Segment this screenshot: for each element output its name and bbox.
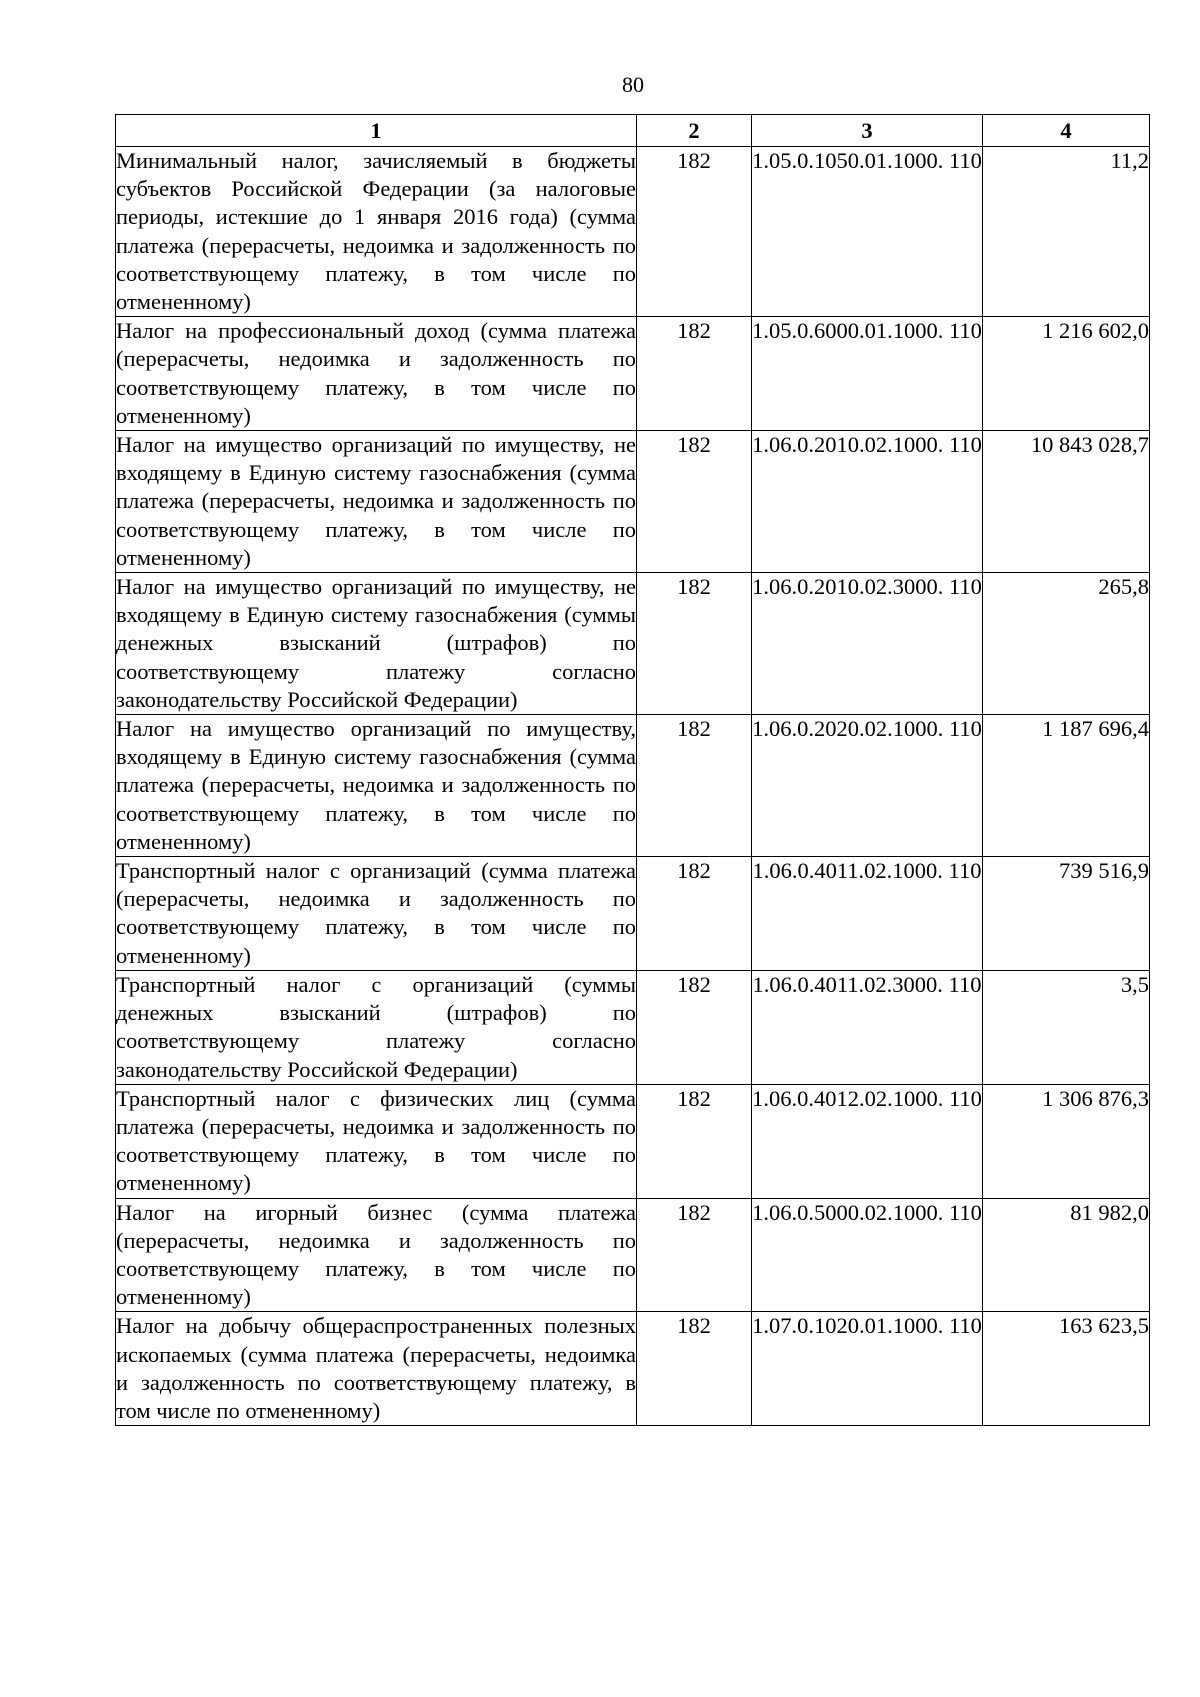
- budget-classification-code: 1.05.0.6000.01.1000. 110: [752, 317, 983, 431]
- table-header-row: [116, 115, 1150, 147]
- budget-classification-code: 1.06.0.4011.02.3000. 110: [752, 970, 983, 1084]
- administrator-code: 182: [637, 573, 752, 715]
- amount: 1 187 696,4: [983, 715, 1150, 857]
- revenue-name: Налог на имущество организаций по имуществу, не входящему в Единую систему газоснабжения (суммы денежных взысканий (штрафов) по соответствующему платежу согласно законодательству Российской Федерации): [116, 573, 637, 715]
- administrator-code: 182: [637, 970, 752, 1084]
- budget-classification-code: 1.06.0.5000.02.1000. 110: [752, 1198, 983, 1312]
- budget-revenue-table: [115, 114, 1150, 1426]
- budget-classification-code: 1.07.0.1020.01.1000. 110: [752, 1312, 983, 1426]
- revenue-name: Транспортный налог с физических лиц (сумма платежа (перерасчеты, недоимка и задолженность по соответствующему платежу, в том числе по отмененному): [116, 1084, 637, 1198]
- amount: 163 623,5: [983, 1312, 1150, 1426]
- administrator-code: 182: [637, 147, 752, 317]
- revenue-name: Транспортный налог с организаций (суммы денежных взысканий (штрафов) по соответствующему платежу согласно законодательству Российской Федерации): [116, 970, 637, 1084]
- table-row: [116, 1312, 1150, 1426]
- table-row: [116, 573, 1150, 715]
- table-row: [116, 1198, 1150, 1312]
- amount: 81 982,0: [983, 1198, 1150, 1312]
- page-number: 80: [622, 72, 644, 97]
- amount: 1 306 876,3: [983, 1084, 1150, 1198]
- header-col-4: 4: [983, 115, 1150, 147]
- table-row: [116, 1084, 1150, 1198]
- table-row: [116, 970, 1150, 1084]
- revenue-name: Минимальный налог, зачисляемый в бюджеты субъектов Российской Федерации (за налоговые периоды, истекшие до 1 января 2016 года) (сумма платежа (перерасчеты, недоимка и задолженность по соответствующему платежу, в том числе по отмененному): [116, 147, 637, 317]
- budget-classification-code: 1.06.0.2020.02.1000. 110: [752, 715, 983, 857]
- administrator-code: 182: [637, 431, 752, 573]
- amount: 11,2: [983, 147, 1150, 317]
- revenue-name: Транспортный налог с организаций (сумма платежа (перерасчеты, недоимка и задолженность по соответствующему платежу, в том числе по отмененному): [116, 857, 637, 971]
- budget-classification-code: 1.06.0.2010.02.3000. 110: [752, 573, 983, 715]
- budget-classification-code: 1.05.0.1050.01.1000. 110: [752, 147, 983, 317]
- revenue-name: Налог на добычу общераспространенных полезных ископаемых (сумма платежа (перерасчеты, недоимка и задолженность по соответствующему платежу, в том числе по отмененному): [116, 1312, 637, 1426]
- table-row: [116, 317, 1150, 431]
- table-row: [116, 715, 1150, 857]
- table-row: [116, 147, 1150, 317]
- administrator-code: 182: [637, 1198, 752, 1312]
- administrator-code: 182: [637, 317, 752, 431]
- amount: 265,8: [983, 573, 1150, 715]
- header-col-1: 1: [116, 115, 637, 147]
- budget-classification-code: 1.06.0.4011.02.1000. 110: [752, 857, 983, 971]
- revenue-name: Налог на имущество организаций по имуществу, не входящему в Единую систему газоснабжения (сумма платежа (перерасчеты, недоимка и задолженность по соответствующему платежу, в том числе по отмененному): [116, 431, 637, 573]
- amount: 739 516,9: [983, 857, 1150, 971]
- amount: 10 843 028,7: [983, 431, 1150, 573]
- budget-classification-code: 1.06.0.2010.02.1000. 110: [752, 431, 983, 573]
- administrator-code: 182: [637, 715, 752, 857]
- administrator-code: 182: [637, 857, 752, 971]
- table-row: [116, 857, 1150, 971]
- amount: 1 216 602,0: [983, 317, 1150, 431]
- administrator-code: 182: [637, 1084, 752, 1198]
- header-col-3: 3: [752, 115, 983, 147]
- administrator-code: 182: [637, 1312, 752, 1426]
- revenue-name: Налог на имущество организаций по имуществу, входящему в Единую систему газоснабжения (сумма платежа (перерасчеты, недоимка и задолженность по соответствующему платежу, в том числе по отмененному): [116, 715, 637, 857]
- revenue-name: Налог на игорный бизнес (сумма платежа (перерасчеты, недоимка и задолженность по соответствующему платежу, в том числе по отмененному): [116, 1198, 637, 1312]
- amount: 3,5: [983, 970, 1150, 1084]
- budget-classification-code: 1.06.0.4012.02.1000. 110: [752, 1084, 983, 1198]
- table-body: [116, 147, 1150, 1426]
- revenue-name: Налог на профессиональный доход (сумма платежа (перерасчеты, недоимка и задолженность по соответствующему платежу, в том числе по отмененному): [116, 317, 637, 431]
- table-row: [116, 431, 1150, 573]
- header-col-2: 2: [637, 115, 752, 147]
